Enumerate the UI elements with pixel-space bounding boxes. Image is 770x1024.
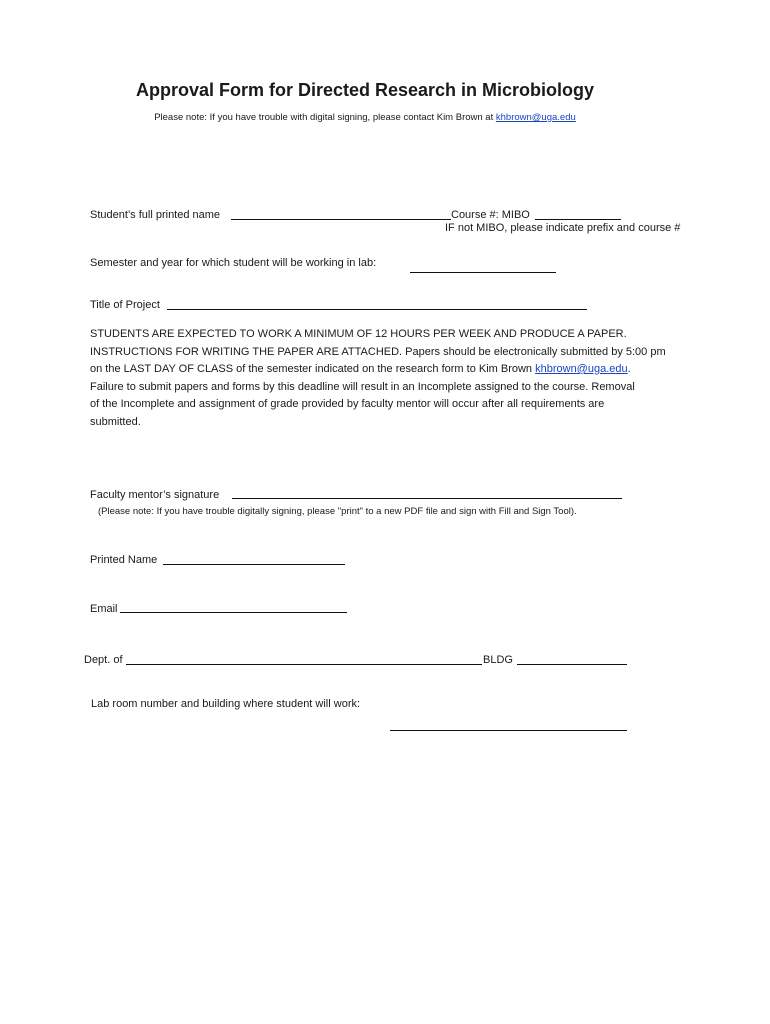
course-hint: IF not MIBO, please indicate prefix and course # xyxy=(445,222,681,234)
printed-name-label: Printed Name xyxy=(90,554,158,566)
semester-label: Semester and year for which student will be working in lab: xyxy=(90,257,377,269)
lab-room-label: Lab room number and building where student will work: xyxy=(91,698,361,710)
semester-field[interactable] xyxy=(410,272,556,273)
instructions-line: of the Incomplete and assignment of grade provided by faculty mentor will occur after all requirements are xyxy=(90,398,605,410)
course-number-field[interactable] xyxy=(535,219,621,220)
email-field[interactable] xyxy=(120,612,347,613)
dept-label: Dept. of xyxy=(84,654,123,666)
mentor-signature-note: (Please note: If you have trouble digitally signing, please "print" to a new PDF file and sign with Fill and Sign Tool). xyxy=(98,506,577,517)
instructions-line xyxy=(90,361,690,379)
course-label: Course #: MIBO xyxy=(451,209,530,221)
project-title-field[interactable] xyxy=(167,309,587,310)
mentor-signature-label: Faculty mentor’s signature xyxy=(90,489,220,501)
note-text: Please note: If you have trouble with digital signing, please contact Kim Brown at xyxy=(154,112,496,123)
bldg-field[interactable] xyxy=(517,664,627,665)
lab-room-field[interactable] xyxy=(390,730,627,731)
instructions-text: . xyxy=(627,363,631,375)
instructions-line: submitted. xyxy=(90,415,141,428)
form-title: Approval Form for Directed Research in Microbiology xyxy=(135,80,595,100)
project-title-label: Title of Project xyxy=(90,299,160,311)
instructions-text: on the LAST DAY OF CLASS of the semester indicated on the research form to Kim Brown xyxy=(90,363,536,375)
instructions-line: INSTRUCTIONS FOR WRITING THE PAPER ARE ATTACHED. Papers should be electronically submitted by 5:00 pm xyxy=(90,345,666,358)
bldg-label: BLDG xyxy=(483,654,513,666)
contact-email-link[interactable]: khbrown@uga.edu xyxy=(495,112,576,123)
student-name-label: Student’s full printed name xyxy=(90,209,221,221)
dept-field[interactable] xyxy=(126,664,482,665)
signing-help-note xyxy=(0,112,730,123)
instructions-paragraph xyxy=(90,326,690,431)
email-label: Email xyxy=(90,603,118,615)
instructions-line: STUDENTS ARE EXPECTED TO WORK A MINIMUM OF 12 HOURS PER WEEK AND PRODUCE A PAPER. xyxy=(90,328,627,340)
mentor-signature-field[interactable] xyxy=(232,498,622,499)
instructions-line: Failure to submit papers and forms by this deadline will result in an Incomplete assigned to the course. Removal xyxy=(90,380,635,393)
instructions-email-link[interactable]: khbrown@uga.edu xyxy=(535,363,628,375)
student-name-field[interactable] xyxy=(231,219,451,220)
printed-name-field[interactable] xyxy=(163,564,345,565)
